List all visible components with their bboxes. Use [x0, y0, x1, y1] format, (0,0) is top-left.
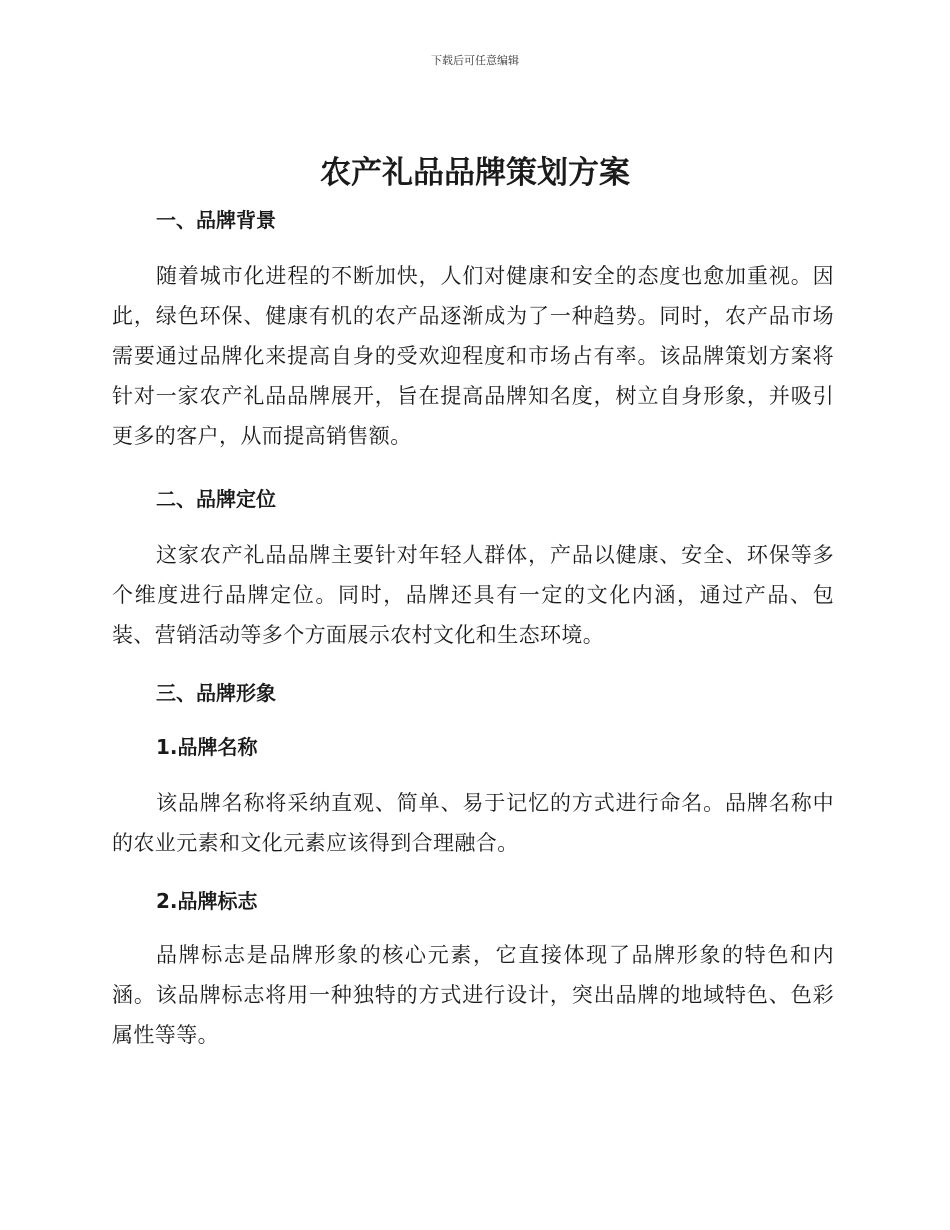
paragraph-brand-background: 随着城市化进程的不断加快，人们对健康和安全的态度也愈加重视。因此，绿色环保、健康有机的农产品逐渐成为了一种趋势。同时，农产品市场需要通过品牌化来提高自身的受欢迎程度和市场占有率。该品牌策划方案将针对一家农产礼品品牌展开，旨在提高品牌知名度，树立自身形象，并吸引更多的客户，从而提高销售额。	[112, 264, 834, 448]
section-heading-brand-background: 一、品牌背景	[156, 208, 276, 232]
section-heading-brand-image: 三、品牌形象	[156, 681, 276, 705]
paragraph-brand-logo: 品牌标志是品牌形象的核心元素，它直接体现了品牌形象的特色和内涵。该品牌标志将用一种独特的方式进行设计，突出品牌的地域特色、色彩属性等等。	[112, 943, 834, 1047]
subsection-heading-brand-name: 1.品牌名称	[156, 735, 258, 759]
paragraph-brand-name: 该品牌名称将采纳直观、简单、易于记忆的方式进行命名。品牌名称中的农业元素和文化元素应该得到合理融合。	[112, 791, 834, 855]
subsection-heading-brand-logo: 2.品牌标志	[156, 889, 258, 913]
paragraph-brand-positioning: 这家农产礼品品牌主要针对年轻人群体，产品以健康、安全、环保等多个维度进行品牌定位。同时，品牌还具有一定的文化内涵，通过产品、包装、营销活动等多个方面展示农村文化和生态环境。	[112, 543, 834, 647]
document-title: 农产礼品品牌策划方案	[320, 155, 630, 191]
page-header-note: 下载后可任意编辑	[431, 54, 519, 67]
section-heading-brand-positioning: 二、品牌定位	[156, 487, 276, 511]
